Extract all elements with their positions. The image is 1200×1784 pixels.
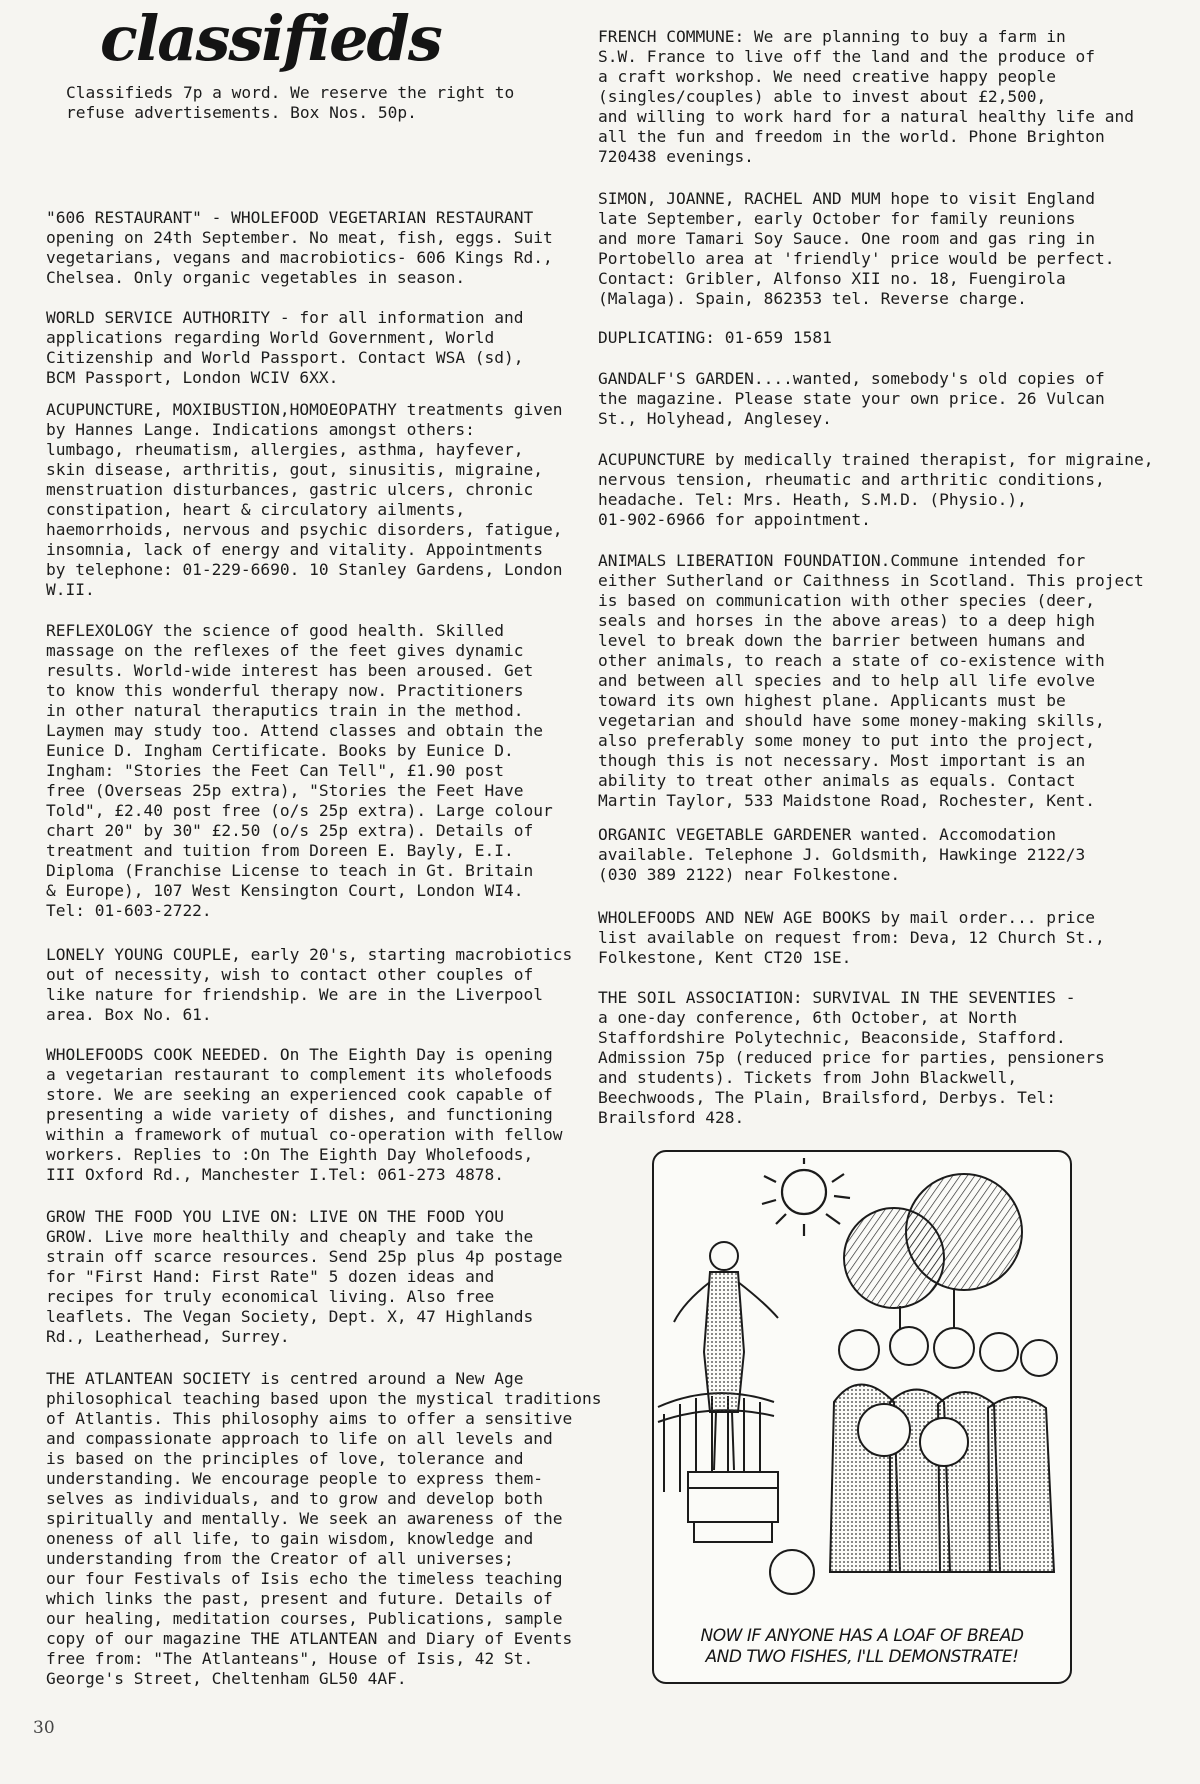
- classified-ad-gandalfs-garden: GANDALF'S GARDEN....wanted, somebody's old copies of the magazine. Please state your own price. 26 Vulcan St., Holyhead, Anglesey.: [598, 369, 1105, 428]
- classified-ad-wholefoods-cook: WHOLEFOODS COOK NEEDED. On The Eighth Day is opening a vegetarian restaurant to complement its wholefoods store. We are seeking an experienced cook capable of presenting a wide variety of dishes, and functioning within a framework of mutual co-operation with fellow workers. Replies to :On The Eighth Day Wholefoods, III Oxford Rd., Manchester I.Tel: 061-273 4878.: [46, 1045, 563, 1184]
- cartoon-caption: NOW IF ANYONE HAS A LOAF OF BREAD AND TWO FISHES, I'LL DEMONSTRATE!: [700, 1626, 1024, 1667]
- classified-ad-reflexology: REFLEXOLOGY the science of good health. Skilled massage on the reflexes of the feet gives dynamic results. World-wide interest has been aroused. Get to know this wonderful therapy now. Practitioners in other natural theraputics train in the method. Laymen may study too. Attend classes and obtain the Eunice D. Ingham Certificate. Books by Eunice D. Ingham: "Stories the Feet Can Tell", £1.90 post free (Overseas 25p extra), "Stories the Feet Have Told", £2.40 post free (o/s 25p extra). Large colour chart 20" by 30" £2.50 (o/s 25p extra). Details of treatment and tuition from Doreen E. Bayly, E.I. Diploma (Franchise License to teach in Gt. Britain & Europe), 107 West Kensington Court, London WI4. Tel: 01-603-2722.: [46, 621, 553, 920]
- classifieds-rates-notice: Classifieds 7p a word. We reserve the right to refuse advertisements. Box Nos. 50p.: [66, 83, 515, 122]
- classified-ad-soil-association: THE SOIL ASSOCIATION: SURVIVAL IN THE SEVENTIES - a one-day conference, 6th October, at North Staffordshire Polytechnic, Beaconside, Stafford. Admission 75p (reduced price for parties, pensioners and students). Tickets from John Blackwell, Beechwoods, The Plain, Brailsford, Derbys. Tel: Brailsford 428.: [598, 988, 1105, 1127]
- classified-ad-606-restaurant: "606 RESTAURANT" - WHOLEFOOD VEGETARIAN RESTAURANT opening on 24th September. No meat, fish, eggs. Suit vegetarians, vegans and macrobiotics- 606 Kings Rd., Chelsea. Only organic vegetables in season.: [46, 208, 553, 287]
- classified-ad-organic-gardener: ORGANIC VEGETABLE GARDENER wanted. Accomodation available. Telephone J. Goldsmith, Hawkinge 2122/3 (030 389 2122) near Folkestone.: [598, 825, 1086, 884]
- cartoon-illustration: [652, 1150, 1072, 1684]
- page-title: classifieds: [100, 2, 441, 75]
- classified-ad-duplicating: DUPLICATING: 01-659 1581: [598, 328, 832, 347]
- classified-ad-wholefoods-books: WHOLEFOODS AND NEW AGE BOOKS by mail order... price list available on request from: Deva, 12 Church St., Folkestone, Kent CT20 1SE.: [598, 908, 1105, 967]
- cartoon-drawing: [654, 1152, 1070, 1682]
- classified-ad-lonely-young-couple: LONELY YOUNG COUPLE, early 20's, starting macrobiotics out of necessity, wish to contact other couples of like nature for friendship. We are in the Liverpool area. Box No. 61.: [46, 945, 573, 1024]
- classified-ad-vegan-society: GROW THE FOOD YOU LIVE ON: LIVE ON THE FOOD YOU GROW. Live more healthily and cheaply and take the strain off scarce resources. Send 25p plus 4p postage for "First Hand: First Rate" 5 dozen ideas and recipes for truly economical living. Also free leaflets. The Vegan Society, Dept. X, 47 Highlands Rd., Leatherhead, Surrey.: [46, 1207, 563, 1346]
- classified-ad-acupuncture-homoeopathy: ACUPUNCTURE, MOXIBUSTION,HOMOEOPATHY treatments given by Hannes Lange. Indications amongst others: lumbago, rheumatism, allergies, asthma, hayfever, skin disease, arthritis, gout, sinusitis, migraine, menstruation disturbances, gastric ulcers, chronic constipation, heart & circulatory ailments, haemorrhoids, nervous and psychic disorders, fatigue, insomnia, lack of energy and vitality. Appointments by telephone: 01-229-6690. 10 Stanley Gardens, London W.II.: [46, 400, 563, 599]
- classified-ad-animals-liberation: ANIMALS LIBERATION FOUNDATION.Commune intended for either Sutherland or Caithness in Scotland. This project is based on communication with other species (deer, seals and horses in the above areas) to a deep high level to break down the barrier between humans and other animals, to reach a state of co-existence with and between all species and to help all life evolve toward its own highest plane. Applicants must be vegetarian and should have some money-making skills, also preferably some money to put into the project, though this is not necessary. Most important is an ability to treat other animals as equals. Contact Martin Taylor, 533 Maidstone Road, Rochester, Kent.: [598, 551, 1144, 810]
- page-number: 30: [33, 1718, 55, 1738]
- classified-ad-world-service-authority: WORLD SERVICE AUTHORITY - for all information and applications regarding World Government, World Citizenship and World Passport. Contact WSA (sd), BCM Passport, London WCIV 6XX.: [46, 308, 524, 387]
- classified-ad-french-commune: FRENCH COMMUNE: We are planning to buy a farm in S.W. France to live off the land and the produce of a craft workshop. We need creative happy people (singles/couples) able to invest about £2,500, and willing to work hard for a natural healthy life and all the fun and freedom in the world. Phone Brighton 720438 evenings.: [598, 27, 1135, 166]
- crowd-drawing: [770, 1327, 1057, 1594]
- speaker-figure: [674, 1242, 778, 1542]
- sun-drawing: [762, 1158, 850, 1236]
- classified-ad-atlantean-society: THE ATLANTEAN SOCIETY is centred around a New Age philosophical teaching based upon the mystical traditions of Atlantis. This philosophy aims to offer a sensitive and compassionate approach to life on all levels and is based on the principles of love, tolerance and understanding. We encourage people to express them- selves as individuals, and to grow and develop both spiritually and mentally. We seek an awareness of the oneness of all life, to gain wisdom, knowledge and understanding from the Creator of all universes; our four Festivals of Isis echo the timeless teaching which links the past, present and future. Details of our healing, meditation courses, Publications, sample copy of our magazine THE ATLANTEAN and Diary of Events free from: "The Atlanteans", House of Isis, 42 St. George's Street, Cheltenham GL50 4AF.: [46, 1369, 602, 1688]
- classified-ad-simon-joanne-rachel: SIMON, JOANNE, RACHEL AND MUM hope to visit England late September, early October for family reunions and more Tamari Soy Sauce. One room and gas ring in Portobello area at 'friendly' price would be perfect. Contact: Gribler, Alfonso XII no. 18, Fuengirola (Malaga). Spain, 862353 tel. Reverse charge.: [598, 189, 1115, 308]
- classified-ad-acupuncture-therapist: ACUPUNCTURE by medically trained therapist, for migraine, nervous tension, rheumatic and arthritic conditions, headache. Tel: Mrs. Heath, S.M.D. (Physio.), 01-902-6966 for appointment.: [598, 450, 1154, 529]
